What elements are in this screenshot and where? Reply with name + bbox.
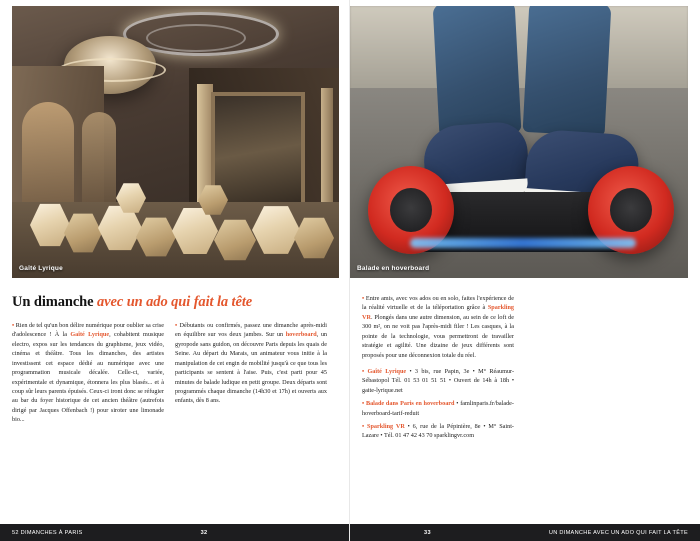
footer-page-number-left: 32 [200,529,208,536]
left-columns [0,321,349,432]
right-columns [350,278,700,445]
footer-chapter-title: UN DIMANCHE AVEC UN ADO QUI FAIT LA TÊTE [548,529,688,536]
page-title [12,294,349,311]
left-column-2 [175,321,327,432]
info-item [362,367,514,395]
right-page [350,0,700,541]
photo-caption-right: Balade en hoverboard [357,265,430,272]
info-detail-balade-hoverboard: • famlinparis.fr/balade-hoverboard-tarif-reduit [362,400,514,417]
info-item [362,422,514,441]
paragraph-gaite-lyrique: • Rien de tel qu'un bon délire numérique pour oublier sa crise d'adolescence ! À la Gaîté Lyrique, cohabitent musique electro, expos sur les tendances du graphisme, jeux vidéo, cinéma et théâtre. Tous les dimanches, des artistes investissent cet espace dédié au numérique avec une programmation musicale décalée. Celle-ci, variée, expérimentale et dynamique, étonnera les plus blasés... et à coup sûr leurs parents épuisés. Ceux-ci iront donc se réfugier au bar du foyer historique de cet ancien théâtre (autrefois dirigé par Jacques Offenbach !) pour siroter une limonade bio... [12,321,164,425]
hoverboard-illustration [350,6,688,278]
gaite-lyrique-photo [12,6,339,278]
photo-caption-left: Gaîté Lyrique [19,265,63,272]
hall-illustration [12,6,339,278]
headline-accent: avec un ado qui fait la tête [97,294,253,310]
hoverboard-photo [350,6,688,278]
footer-page-number-right: 33 [424,529,431,536]
info-item [362,399,514,418]
footer-right [350,524,700,541]
right-column-2 [525,294,677,445]
left-column-1 [12,321,164,432]
info-name-gaite-lyrique: • Gaîté Lyrique [362,368,406,375]
practical-infos [362,367,514,441]
footer-left [0,524,349,541]
info-detail-gaite-lyrique: • 3 bis, rue Papin, 3e • M° Réaumur-Sébastopol Tél. 01 53 01 51 51 • Ouvert de 14h à 18h • gaite-lyrique.net [362,367,514,394]
paragraph-hoverboard: • Débutants ou confirmés, passez une dimanche après-midi en équilibre sur vos deux jambes. Sur un hoverboard, un gyropode sans guidon, on découvre Paris depuis les quais de Seine. Au départ du Marais, un animateur vous initie à la manipulation de cet engin de mobilité jusqu'à ce que tous les participants se sentent à l'aise. Puis, c'est parti pour 45 minutes de balade ludique en petit groupe. Deux départs sont programmés chaque dimanche (14h30 et 17h) et ouverts aux enfants, dès 8 ans. [175,321,327,406]
paragraph-sparkling-vr: • Entre amis, avec vos ados ou en solo, faites l'expérience de la réalité virtuelle et de la téléportation grâce à Sparkling VR. Plongés dans une autre dimension, au sein de ce loft de 300 m², on ne voit pas l'après-midi filer ! Les casques, à la pointe de la technologie, vous permettront de travailler stratégie et agilité. Une dizaine de jeux différents sont proposés pour une déconnexion totale du réel. [362,294,514,360]
footer-book-title: 52 DIMANCHES À PARIS [12,529,83,536]
info-name-sparkling-vr: • Sparkling VR [362,423,405,430]
right-column-1 [362,294,514,445]
headline-main: Un dimanche [12,294,94,310]
info-name-balade-hoverboard: • Balade dans Paris en hoverboard [362,400,455,407]
info-detail-sparkling-vr: • 6, rue de la Pépinière, 8e • M° Saint-Lazare • Tél. 01 47 42 43 70 sparklingvr.com [362,423,514,440]
